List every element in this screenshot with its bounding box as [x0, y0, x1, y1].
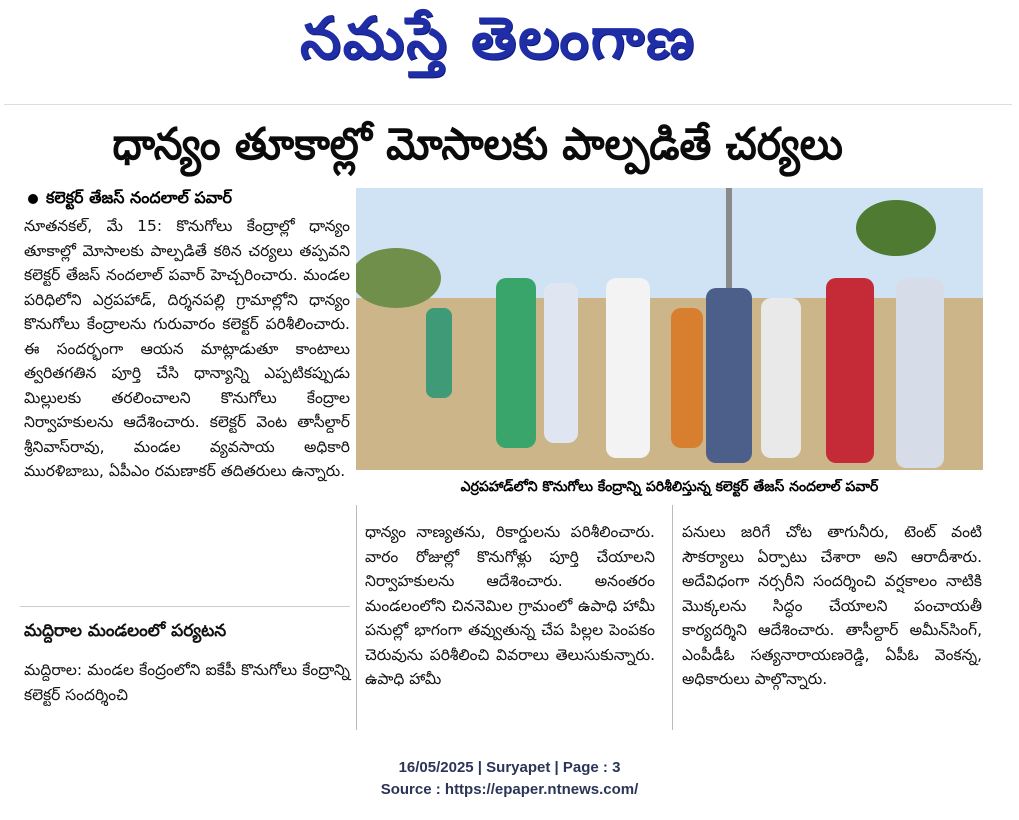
article-column-1 — [24, 214, 350, 484]
column-1-paragraph: నూతనకల్, మే 15: కొనుగోలు కేంద్రాల్లో ధాన్యం తూకాల్లో మోసాలకు పాల్పడితే కఠిన చర్యలు తప్పవని కలెక్టర్ తేజస్ నందలాల్ పవార్ హెచ్చరించారు. మండల పరిధిలోని ఎర్రపహాడ్, దిర్శనపల్లి గ్రామాల్లోని ధాన్యం కొనుగోలు కేంద్రాలను గురువారం కలెక్టర్ పరిశీలించారు. ఈ సందర్భంగా ఆయన మాట్లాడుతూ కాంటాలు త్వరితగతిన పూర్తి చేసి ధాన్యాన్ని ఎప్పటికప్పుడు మిల్లులకు తరలించాలని కొనుగోలు కేంద్రాల నిర్వాహకులను ఆదేశించారు. కలెక్టర్ వెంట తాసీల్దార్ శ్రీనివాస్‌రావు, మండల వ్యవసాయ అధికారి మురళిబాబు, ఏపీఎం రమణాకర్ తదితరులు ఉన్నారు. — [24, 217, 350, 480]
article-headline: ధాన్యం తూకాల్లో మోసాలకు పాల్పడితే చర్యలు — [112, 119, 843, 170]
column-1-sub-paragraph: మద్దిరాల: మండల కేంద్రంలోని ఐకేపీ కొనుగోలు కేంద్రాన్ని కలెక్టర్ సందర్శించి — [24, 661, 350, 704]
masthead — [0, 0, 1019, 98]
photo-palm — [856, 200, 936, 256]
footer-date-edition: 16/05/2025 | Suryapet | Page : 3 — [398, 759, 621, 776]
column-3-paragraph: పనులు జరిగే చోట తాగునీరు, టెంట్ వంటి సౌకర్యాలు ఏర్పాటు చేశారా అని ఆరాదీశారు. అదేవిధంగా నర్సరీని సందర్శించి వర్షకాలం నాటికి మొక్కలను సిద్ధం చేయాలని పంచాయతీ కార్యదర్శిని ఆదేశించారు. తాసీల్దార్ అమీన్‌సింగ్, ఎంపీడీఓ సత్యనారాయణరెడ్డి, ఏపీఓ వెంకన్న, అధికారులు పాల్గొన్నారు. — [682, 523, 982, 688]
newspaper-logo: నమస్తే తెలంగాణ — [300, 4, 696, 72]
article-column-3 — [682, 520, 982, 692]
article-photo — [356, 188, 983, 470]
column-divider-2 — [672, 505, 673, 730]
bullet-icon — [28, 194, 38, 204]
photo-caption: ఎర్రపహాడ్‌లోని కొనుగోలు కేంద్రాన్ని పరిశీలిస్తున్న కలెక్టర్ తేజస్ నందలాల్ పవార్ — [460, 479, 879, 495]
section-divider — [20, 606, 350, 607]
footer-source-link[interactable]: Source : https://epaper.ntnews.com/ — [380, 781, 639, 798]
byline — [28, 186, 348, 210]
photo-illustration — [356, 188, 983, 470]
column-2-paragraph: ధాన్యం నాణ్యతను, రికార్డులను పరిశీలించారు. వారం రోజుల్లో కొనుగోళ్లు పూర్తి చేయాలని నిర్వాహకులను ఆదేశించారు. అనంతరం మండలంలోని చిననెమిల గ్రామంలో ఉపాధి హామీ పనుల్లో భాగంగా తవ్వుతున్న చేప పిల్లల పెంపకం చెరువును పరిశీలించి వివరాలు తెలుసుకున్నారు. ఉపాధి హామీ — [365, 523, 655, 688]
subheading: మద్దిరాల మండలంలో పర్యటన — [24, 621, 227, 641]
article-column-1-sub — [24, 658, 350, 707]
byline-text: కలెక్టర్ తేజస్ నందలాల్ పవార్ — [46, 188, 232, 207]
article-column-2 — [365, 520, 655, 692]
page-footer — [0, 757, 1019, 801]
column-divider-1 — [356, 505, 357, 730]
